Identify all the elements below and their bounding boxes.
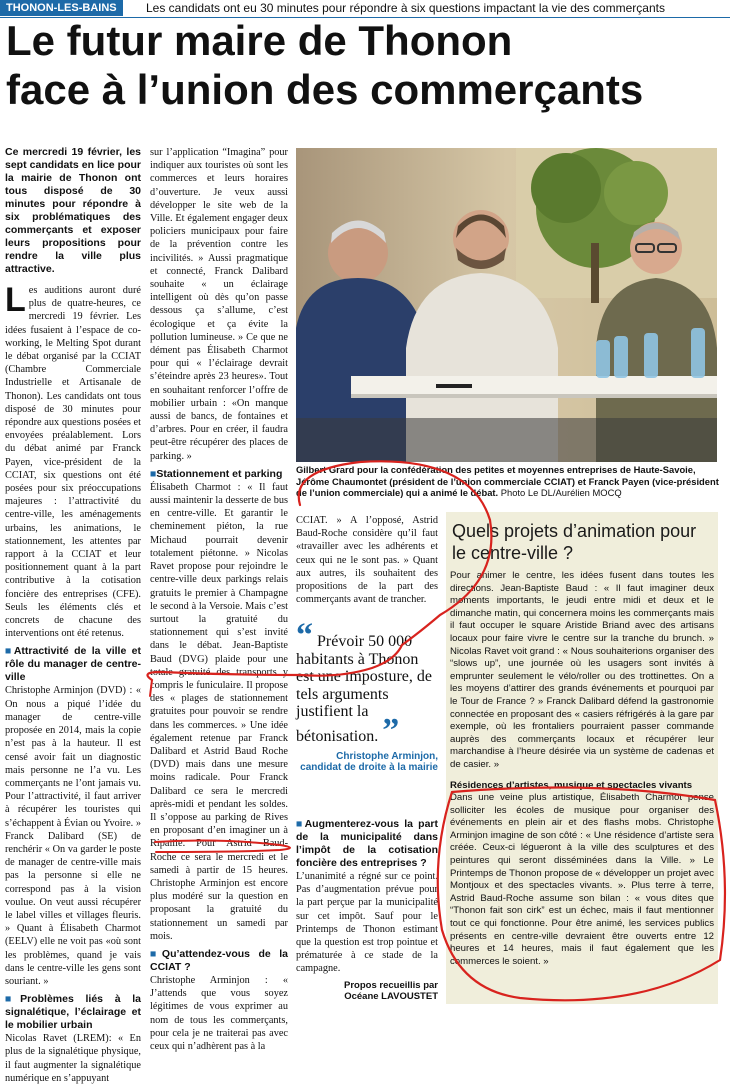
quote-open-mark: “	[296, 617, 313, 654]
subhead-stationnement: ■ Stationnement et parking	[150, 468, 288, 481]
quote-text	[296, 617, 438, 749]
lead-paragraph: Ce mercredi 19 février, les sept candidats en lice pour la mairie de Thonon ont tous disposé de 30 minutes pour répondre à six problématiques des commerçants et exposer leurs propositions pour rendre la ville plus attractive.	[5, 146, 141, 275]
byline-label: Propos recueillis par	[344, 979, 438, 991]
column-3-top	[296, 514, 438, 606]
paragraph-attractivite: Christophe Arminjon (DVD) : « On nous a piqué l’idée du manager de centre-ville proposée en 2014, mais la copie n’est pas à la hauteur. Il est censé avoir fait un diagnostic mais personne ne l’a vu. Les commerçants ne l’ont jamais vu. Pour l’attractivité, il faut arriver à récupérer les touristes qui s’échappent à Évian ou Yvoire. » Franck Dalibard (SE) de renchérir « On va garder le poste de manager de centre-ville mais pas la personne si elle ne correspond pas à la vision voulue. On veut aussi récupérer le label villes et villages fleuris. » Quant à Élisabeth Charmot (EELV) elle ne voit pas «où sont les problèmes, quand je vais dans le centre-ville les gens sont souriant. »	[5, 685, 141, 987]
paragraph-cciat: Christophe Arminjon : « J’attends que vous soyez légitimes de vous exprimer au nom de tous les commerçants, pour cela je ne traiterai pas avec ceux qui n’adhèrent pas à la	[150, 974, 288, 1052]
headline-line-1: Le futur maire de Thonon	[6, 17, 513, 64]
quote-close-mark: ”	[382, 711, 400, 749]
subhead-signaletique: ■ Problèmes liés à la signalétique, l’éclairage et le mobilier urbain	[5, 993, 141, 1032]
column-3-bottom	[296, 818, 438, 1002]
caption-text: Gilbert Grard pour la confédération des petites et moyennes entreprises de Haute-Savoie, Jérôme Chaumontet (président de l’union commerciale CCIAT) et Franck Payen (vice-président de l’union commerciale) qui a animé le débat.	[296, 464, 719, 499]
box-paragraph-2: Dans une veine plus artistique, Élisabeth Charmot pense solliciter les écoles de musique pour organiser des événements en plein air et des flashs mobs. Christophe Arminjon imagine de son côté : « Une résidence d’artiste sera créée. Ceux-ci légueront à la ville des sculptures et des peintures qui seront disséminées dans la Ville. » Le Printemps de Thonon propose de « développer un projet avec Montjoux et des spectacles vivants. ». Plus terre à terre, Astrid Baud-Roche assume son bilan : « vous dites que “Thonon fait son cirk” est un échec, mais il faut mentionner tout ce qui fonctionne. Pour être animé, les services publics présents en centre-ville devraient être ouverts entre 12 heures et 14 heures, mais il faut également que les commerces le soient. »	[450, 792, 714, 967]
subhead-cfe: ■ Augmenterez-vous la part de la municipalité dans l’impôt de la cotisation foncière des entreprises ?	[296, 818, 438, 870]
drop-cap: L	[5, 281, 26, 319]
paragraph-stationnement: Élisabeth Charmot : « Il faut aussi maintenir la desserte de bus en centre-ville. Et garantir le cheminement piéton, la rue Michaud pourrait devenir totalement piétonne. » Nicolas Ravet propose pour rejoindre le centre-ville deux parkings relais gratuits le premier à Champagne le second à la Versoie. Mais c’est surtout la gratuité du stationnement qui s’est invité dans le débat. Jean-Baptiste Baud (DVG) plaide pour une totale gratuité des transports y compris le funiculaire. Il propose des « plages de stationnement gratuites pour pouvoir se rendre dans les commerces. » Une idée également retenue par Franck Dalibard et Astrid Baud Roche (DVD) mais dans une mesure moins radicale. Pour Franck Dalibard ce sera le mercredi après-midi et pendant les soldes. Il s’oppose au parking de Rives en proposant d’en imaginer un à Ripaille. Pour Astrid Baud-Roche ce sera le mercredi et le samedi à partir de 15 heures. Christophe Arminjon est encore plus modéré sur la question en proposant la gratuité du stationnement un samedi par mois.	[150, 481, 288, 942]
box-title: Quels projets d’animation pour le centre-ville ?	[452, 521, 697, 563]
column-2	[150, 146, 289, 1052]
box-subhead: Résidences d’artistes, musique et spectacles vivants	[450, 779, 693, 791]
quote-author: Christophe Arminjon, candidat de droite à la mairie	[300, 751, 438, 773]
paragraph-eclairage: sur l’application “Imagina” pour indiquer aux touristes où sont les commerces et leurs horaires d’ouverture. Je veux aussi développer le site web de la Ville. Et également engager deux policiers municipaux pour faire de la prévention contre les incivilités. » Aussi pragmatique et connecté, Franck Dalibard souhaite « un éclairage intelligent où dès qu’on passe dessous ça s’allume, c’est écologique et ça évite la pollution lumineuse. » Ce que ne dément pas Élisabeth Charmot pour qui « l’éclairage devrait s’éteindre après 23 heures». Tout en souhaitant renforcer l’offre de mobilier urbain : «On manque aussi de bancs, de fontaines et d’arbres. Pour en créer, il faudra peut-être récupérer des places de parking. »	[150, 147, 288, 462]
photo-illustration	[296, 148, 717, 462]
headline	[6, 16, 726, 114]
headline-line-2: face à l’union des commerçants	[6, 66, 644, 113]
paragraph-signaletique: Nicolas Ravet (LREM): « En plus de la signalétique physique, il faut augmenter la signalétique numérique en s’appuyant	[5, 1033, 141, 1084]
box-body	[446, 564, 718, 968]
section-tag: THONON-LES-BAINS	[0, 0, 123, 16]
subhead-cciat: ■ Qu’attendez-vous de la CCIAT ?	[150, 948, 288, 974]
photo-caption	[296, 464, 728, 499]
sidebar-box	[446, 512, 718, 1004]
paragraph-cciat-cont: CCIAT. » A l’opposé, Astrid Baud-Roche considère qu’il faut «travailler avec les adhérents et ceux qui ne le sont pas. » Quant aux autres, ils souhaitent des propositions de la part des commerçants avant de trancher.	[296, 515, 438, 606]
byline-author: Océane LAVOUSTET	[344, 990, 438, 1002]
subhead-attractivite: ■ Attractivité de la ville et rôle du manager de centre-ville	[5, 645, 141, 684]
intro-paragraph	[5, 281, 141, 640]
paragraph-cfe: L’unanimité a régné sur ce point. Pas d’augmentation prévue pour la part perçue par la municipalité sur cet impôt. Sauf pour le Printemps de Thonon estimant que la question est trop pointue et prématurée à ce stade de la campagne.	[296, 871, 438, 975]
quote-body: Prévoir 50 000 habitants à Thonon est une imposture, de tels arguments justifient la bétonisation.	[296, 633, 432, 745]
kicker-text: Les candidats ont eu 30 minutes pour répondre à six questions impactant la vie des commerçants	[146, 1, 665, 15]
column-1	[5, 146, 142, 1084]
photo-credit: Photo Le DL/Aurélien MOCQ	[500, 487, 622, 499]
article-photo	[296, 148, 717, 462]
box-paragraph-1: Pour animer le centre, les idées fusent dans toutes les directions. Jean-Baptiste Baud : « Il faut imaginer deux moments importants, le jeudi entre midi et deux et le dimanche matin, qui concernera moins les commerçants mais il faut occuper le square Aristide Briand avec des artisans locaux pour faire vivre le centre sur la tranche du brunch. » Nicolas Ravet voit grand : « Nous souhaiterions organiser des “slows up”, une journée où les usagers sont invités à emprunter seulement le vélo/roller ou des trottinettes. On a les moyens d’attirer des grands événements et pourquoi par le Tour de France ? » Franck Dalibard défend la gastronomie connectée en proposant des « casiers réfrigérés à la gare par exemple, où les frontaliers pourraient passer commande auprès des commerçants locaux et récupérer leur marchandise à l’heure désirée via un système de cadenas et de casier. »	[450, 570, 714, 770]
intro-text: es auditions auront duré plus de quatre-heures, ce mercredi 19 février. Les idées fusaient à l’espace de co-working, le Melting Spot durant le débat organisé par la CCIAT (Chambre Commerciale Industrielle et Artisanale de Thonon). Les candidats ont tous disposé de 30 minutes pour répondre aux questions posées et envoyées préalablement. Lors du débat animé par Franck Payen, vice-président de la CCIAT, six questions ont été posées pour six préoccupations majeures : l’attractivité du centre-ville, les aménagements urbains, les animations, le stationnement, les attentes par rapport à la CCIAT et leur positionnement quant à la part contributive à la cotisation foncière des entreprises (CFE). Seuls les éléments clés et concrets de chacune des interventions ont été retenus.	[5, 285, 141, 640]
pull-quote	[296, 617, 438, 773]
